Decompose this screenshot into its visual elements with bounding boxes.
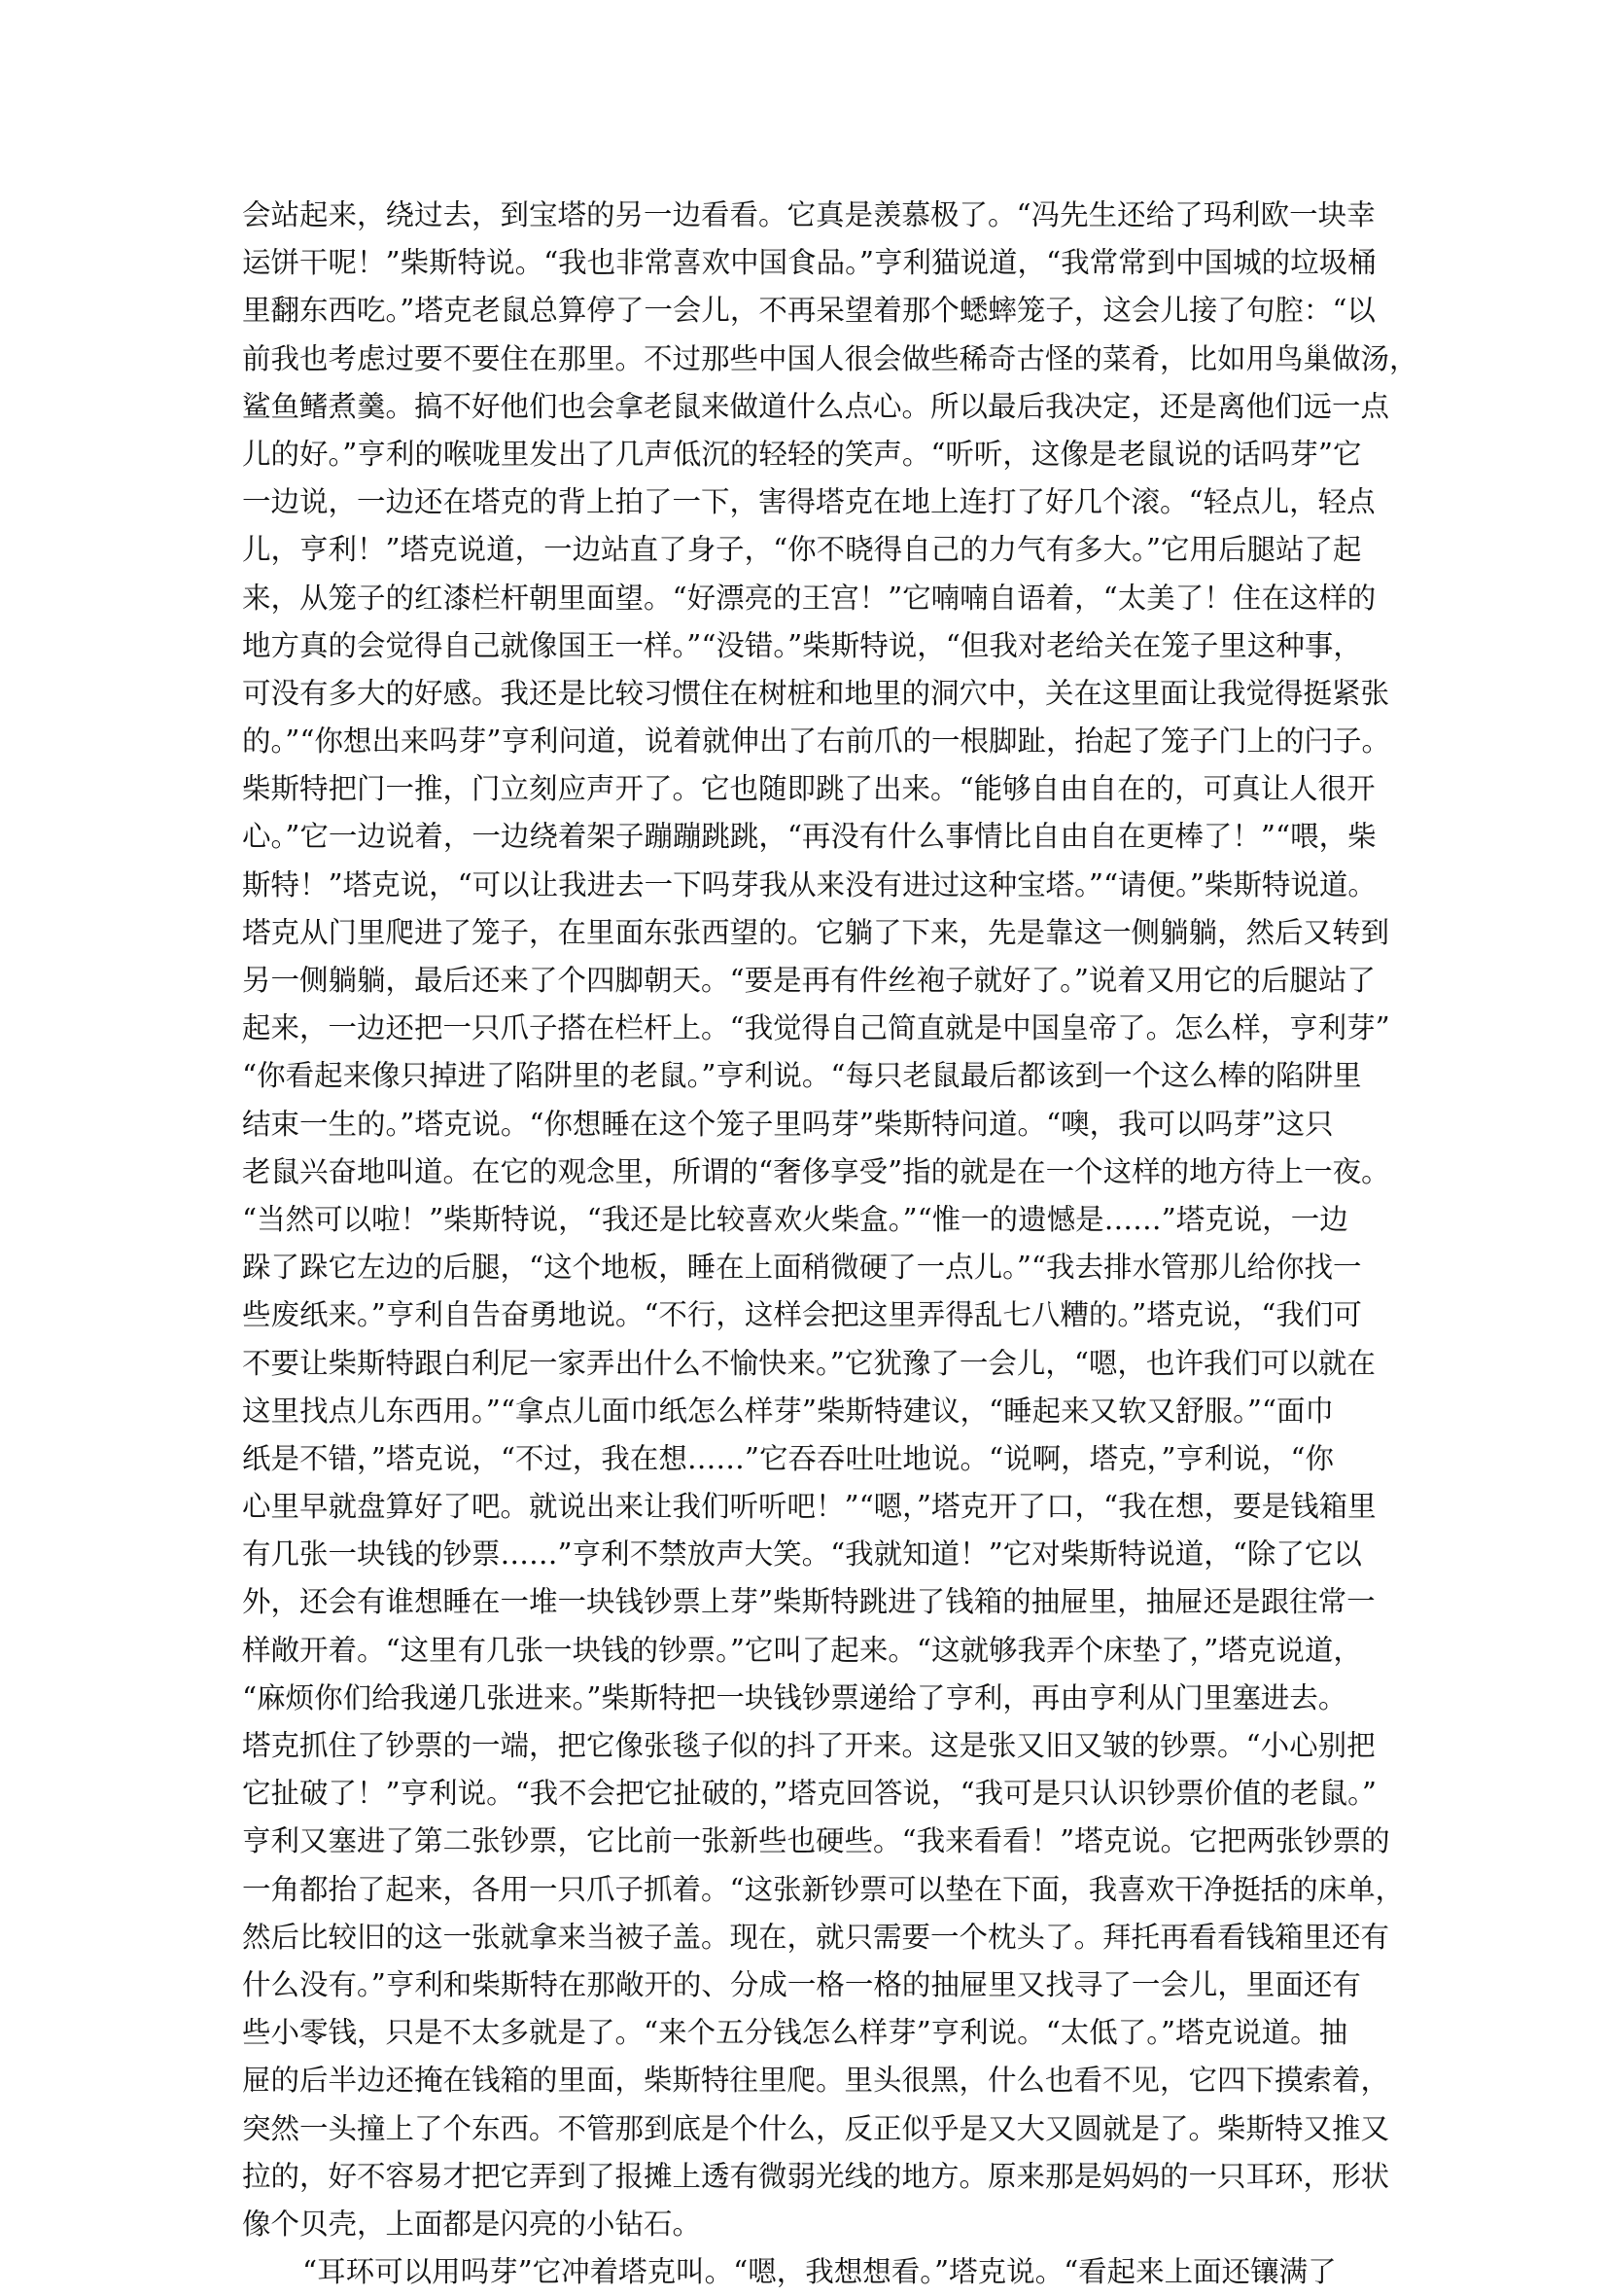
- text-line: 塔克抓住了钞票的一端，把它像张毯子似的抖了开来。这是张又旧又皱的钞票。“小心别把: [242, 1729, 1376, 1762]
- text-line: 可没有多大的好感。我还是比较习惯住在树桩和地里的洞穴中，关在这里面让我觉得挺紧张: [242, 676, 1390, 710]
- text-line: 一边说，一边还在塔克的背上拍了一下，害得塔克在地上连打了好几个滚。“轻点儿，轻点: [242, 485, 1376, 519]
- text-line: 起来，一边还把一只爪子搭在栏杆上。“我觉得自己简直就是中国皇帝了。怎么样，亨利芽”: [242, 1011, 1390, 1045]
- text-line: 前我也考虑过要不要住在那里。不过那些中国人很会做些稀奇古怪的菜肴，比如用鸟巢做汤，: [242, 341, 1418, 375]
- text-line: 些小零钱，只是不太多就是了。“来个五分钱怎么样芽”亨利说。“太低了。”塔克说道。抽: [242, 2016, 1348, 2050]
- text-line: 里翻东西吃。”塔克老鼠总算停了一会儿，不再呆望着那个蟋蟀笼子，这会儿接了句腔：“以: [242, 294, 1376, 328]
- text-line: 屉的后半边还掩在钱箱的里面，柴斯特往里爬。里头很黑，什么也看不见，它四下摸索着，: [242, 2064, 1390, 2098]
- text-line: 塔克从门里爬进了笼子，在里面东张西望的。它躺了下来，先是靠这一侧躺躺，然后又转到: [242, 915, 1390, 949]
- text-line: 结束一生的。”塔克说。“你想睡在这个笼子里吗芽”柴斯特问道。“噢，我可以吗芽”这只: [242, 1107, 1334, 1141]
- text-line: 样敞开着。“这里有几张一块钱的钞票。”它叫了起来。“这就够我弄个床垫了，”塔克说道，: [242, 1633, 1362, 1667]
- text-line: 来，从笼子的红漆栏杆朝里面望。“好漂亮的王宫！”它喃喃自语着，“太美了！住在这样的: [242, 581, 1377, 615]
- text-line: 些废纸来。”亨利自告奋勇地说。“不行，这样会把这里弄得乱七八糟的。”塔克说，“我们可: [242, 1298, 1362, 1332]
- text-line: 柴斯特把门一推，门立刻应声开了。它也随即跳了出来。“能够自由自在的，可真让人很开: [242, 772, 1376, 806]
- text-line: 不要让柴斯特跟白利尼一家弄出什么不愉快来。”它犹豫了一会儿，“嗯，也许我们可以就在: [242, 1346, 1376, 1380]
- text-line: 老鼠兴奋地叫道。在它的观念里，所谓的“奢侈享受”指的就是在一个这样的地方待上一夜。: [242, 1154, 1390, 1188]
- text-line: “你看起来像只掉进了陷阱里的老鼠。”亨利说。“每只老鼠最后都该到一个这么棒的陷阱里: [242, 1059, 1362, 1093]
- text-line: 有几张一块钱的钞票……”亨利不禁放声大笑。“我就知道！”它对柴斯特说道，“除了它以: [242, 1537, 1362, 1572]
- text-line: 然后比较旧的这一张就拿来当被子盖。现在，就只需要一个枕头了。拜托再看看钱箱里还有: [242, 1920, 1390, 1954]
- text-line: 地方真的会觉得自己就像国王一样。”“没错。”柴斯特说，“但我对老给关在笼子里这种事，: [242, 628, 1362, 662]
- text-line: 什么没有。”亨利和柴斯特在那敞开的、分成一格一格的抽屉里又找寻了一会儿，里面还有: [242, 1967, 1361, 2001]
- text-line: 会站起来，绕过去，到宝塔的另一边看看。它真是羡慕极了。“冯先生还给了玛利欧一块幸: [242, 198, 1376, 231]
- body-text: [242, 192, 1418, 2296]
- text-line: “当然可以啦！”柴斯特说，“我还是比较喜欢火柴盒。”“惟一的遗憾是……”塔克说，一边: [242, 1202, 1348, 1236]
- text-line: 鲨鱼鳍煮羹。搞不好他们也会拿老鼠来做道什么点心。所以最后我决定，还是离他们远一点: [242, 389, 1390, 423]
- text-line: 心里早就盘算好了吧。就说出来让我们听听吧！”“嗯，”塔克开了口，“我在想，要是钱箱里: [242, 1490, 1377, 1524]
- text-line: 儿的好。”亨利的喉咙里发出了几声低沉的轻轻的笑声。“听听，这像是老鼠说的话吗芽”它: [242, 437, 1362, 471]
- text-line: 外，还会有谁想睡在一堆一块钱钞票上芽”柴斯特跳进了钱箱的抽屉里，抽屉还是跟往常一: [242, 1585, 1376, 1619]
- text-line: 运饼干呢！”柴斯特说。“我也非常喜欢中国食品。”亨利猫说道，“我常常到中国城的垃圾桶: [242, 246, 1377, 280]
- text-line: 的。”“你想出来吗芽”亨利问道，说着就伸出了右前爪的一根脚趾，抬起了笼子门上的闩子。: [242, 724, 1390, 759]
- text-line: 拉的，好不容易才把它弄到了报摊上透有微弱光线的地方。原来那是妈妈的一只耳环，形状: [242, 2159, 1390, 2193]
- text-line: 另一侧躺躺，最后还来了个四脚朝天。“要是再有件丝袍子就好了。”说着又用它的后腿站了: [242, 964, 1376, 997]
- text-line: 一角都抬了起来，各用一只爪子抓着。“这张新钞票可以垫在下面，我喜欢干净挺括的床单，: [242, 1872, 1405, 1906]
- text-line: 纸是不错，”塔克说，“不过，我在想……”它吞吞吐吐地说。“说啊，塔克，”亨利说，“你: [242, 1441, 1334, 1475]
- text-line: 儿，亨利！”塔克说道，一边站直了身子，“你不晓得自己的力气有多大。”它用后腿站了起: [242, 533, 1362, 567]
- text-line: 跺了跺它左边的后腿，“这个地板，睡在上面稍微硬了一点儿。”“我去排水管那儿给你找一: [242, 1251, 1362, 1285]
- text-line: 像个贝壳，上面都是闪亮的小钻石。: [242, 2207, 702, 2241]
- text-line: 心。”它一边说着，一边绕着架子蹦蹦跳跳，“再没有什么事情比自由自在更棒了！”“喂，柴: [242, 820, 1377, 854]
- text-line: 这里找点儿东西用。”“拿点儿面巾纸怎么样芽”柴斯特建议，“睡起来又软又舒服。”“面巾: [242, 1394, 1334, 1428]
- text-line: 斯特！”塔克说，“可以让我进去一下吗芽我从来没有进过这种宝塔。”“请便。”柴斯特说道。: [242, 867, 1377, 901]
- text-line: 它扯破了！”亨利说。“我不会把它扯破的，”塔克回答说，“我可是只认识钞票价值的老鼠。”: [242, 1777, 1377, 1811]
- paragraph-start-line: “耳环可以用吗芽”它冲着塔克叫。“嗯，我想想看。”塔克说。“看起来上面还镶满了: [302, 2255, 1337, 2289]
- text-line: 亨利又塞进了第二张钞票，它比前一张新些也硬些。“我来看看！”塔克说。它把两张钞票的: [242, 1824, 1390, 1858]
- text-line: 突然一头撞上了个东西。不管那到底是个什么，反正似乎是又大又圆就是了。柴斯特又推又: [242, 2111, 1390, 2145]
- text-line: “麻烦你们给我递几张进来。”柴斯特把一块钱钞票递给了亨利，再由亨利从门里塞进去。: [242, 1680, 1347, 1714]
